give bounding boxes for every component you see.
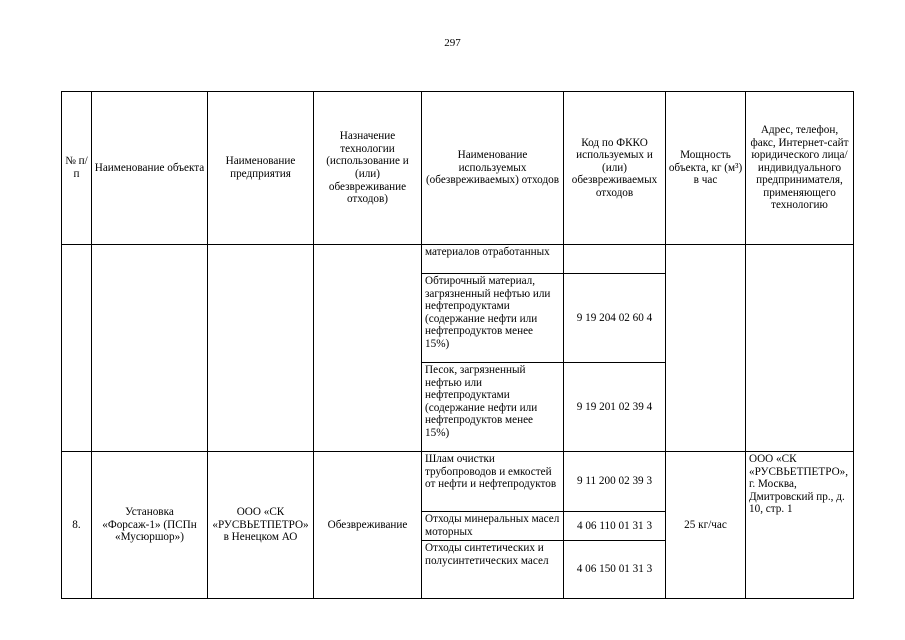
entry-enterprise-cell: ООО «СК «РУСВЬЕТПЕТРО» в Ненецком АО <box>208 452 314 599</box>
entry-number-cell: 8. <box>62 452 92 599</box>
continued-number-cell <box>62 245 92 452</box>
fkko-code-cell <box>564 245 666 274</box>
continued-object-cell <box>92 245 208 452</box>
entry-capacity-cell: 25 кг/час <box>666 452 746 599</box>
table-row <box>62 452 854 512</box>
fkko-code-cell: 9 19 201 02 39 4 <box>564 363 666 452</box>
fkko-code-cell: 9 19 204 02 60 4 <box>564 274 666 363</box>
entry-purpose-cell: Обезвреживание <box>314 452 422 599</box>
waste-name-cell: Отходы синтетических и полусинтетических масел <box>422 541 564 599</box>
header-enterprise-name: Наименование предприятия <box>208 92 314 245</box>
table-row <box>62 245 854 274</box>
header-fkko-code: Код по ФККО используемых и (или) обезвреживаемых отходов <box>564 92 666 245</box>
header-technology-purpose: Назначение технологии (использование и (или) обезвреживание отходов) <box>314 92 422 245</box>
entry-address-cell: ООО «СК «РУСВЬЕТПЕТРО», г. Москва, Дмитровский пр., д. 10, стр. 1 <box>746 452 854 599</box>
header-capacity: Мощность объекта, кг (м³) в час <box>666 92 746 245</box>
fkko-code-cell: 9 11 200 02 39 3 <box>564 452 666 512</box>
fkko-code-cell: 4 06 110 01 31 3 <box>564 512 666 541</box>
continued-capacity-cell <box>666 245 746 452</box>
waste-name-cell: Обтирочный материал, загрязненный нефтью или нефтепродуктами (содержание нефти или нефтепродуктов менее 15%) <box>422 274 564 363</box>
technology-registry-table <box>61 91 854 599</box>
header-address: Адрес, телефон, факс, Интернет-сайт юридического лица/индивидуального предпринимателя, применяющего технологию <box>746 92 854 245</box>
header-object-name: Наименование объекта <box>92 92 208 245</box>
waste-name-cell: Песок, загрязненный нефтью или нефтепродуктами (содержание нефти или нефтепродуктов менее 15%) <box>422 363 564 452</box>
waste-name-cell: Шлам очистки трубопроводов и емкостей от нефти и нефтепродуктов <box>422 452 564 512</box>
waste-name-cell: Отходы минеральных масел моторных <box>422 512 564 541</box>
continued-enterprise-cell <box>208 245 314 452</box>
fkko-code-cell: 4 06 150 01 31 3 <box>564 541 666 599</box>
page-number: 297 <box>444 37 461 49</box>
continued-address-cell <box>746 245 854 452</box>
continued-purpose-cell <box>314 245 422 452</box>
header-number: № п/п <box>62 92 92 245</box>
entry-object-cell: Установка «Форсаж-1» (ПСПн «Мусюршор») <box>92 452 208 599</box>
header-row <box>62 92 854 245</box>
header-waste-name: Наименование используемых (обезвреживаемых) отходов <box>422 92 564 245</box>
waste-name-cell: материалов отработанных <box>422 245 564 274</box>
